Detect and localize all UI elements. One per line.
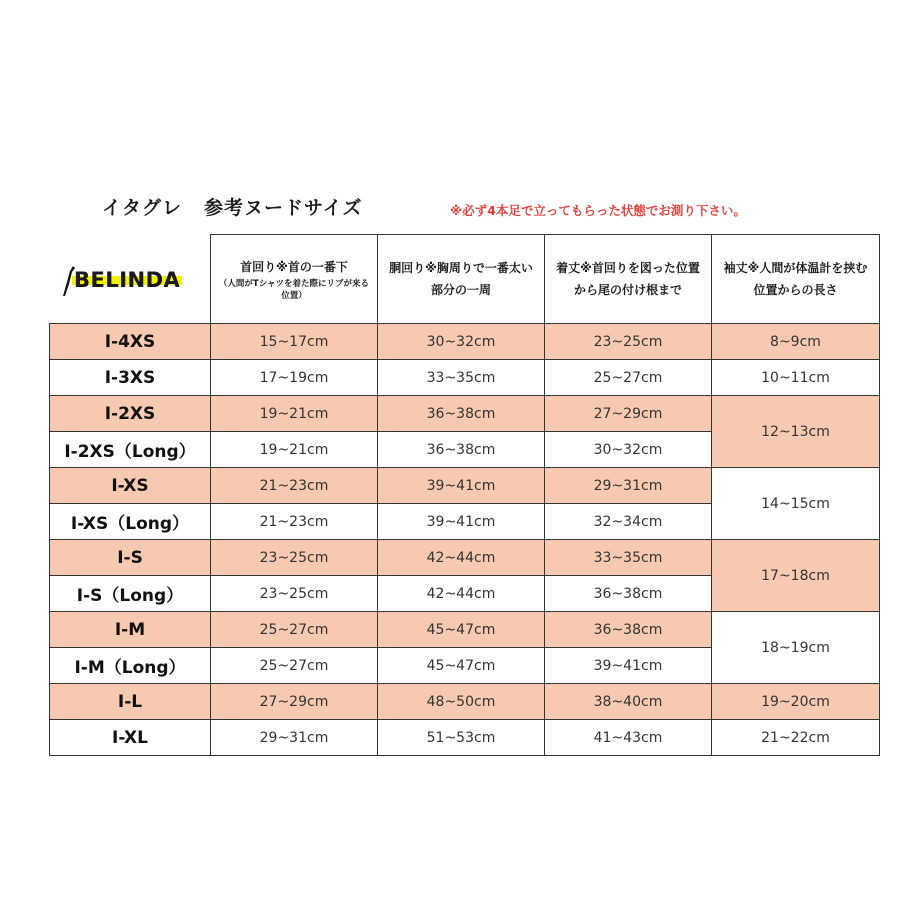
size-cell: I-3XS [50,360,211,396]
size-cell: I-4XS [50,324,211,360]
sleeve-cell: 10~11cm [712,360,880,396]
size-cell: I-XS [50,468,211,504]
chest-cell: 48~50cm [378,684,545,720]
neck-cell: 29~31cm [211,720,378,756]
neck-cell: 21~23cm [211,504,378,540]
length-cell: 33~35cm [545,540,712,576]
sleeve-cell: 12~13cm [712,396,880,468]
chest-cell: 39~41cm [378,504,545,540]
length-cell: 39~41cm [545,648,712,684]
size-table [49,234,880,756]
sleeve-cell: 19~20cm [712,684,880,720]
size-cell: I-M（Long） [50,648,211,684]
length-cell: 38~40cm [545,684,712,720]
length-cell: 25~27cm [545,360,712,396]
neck-cell: 21~23cm [211,468,378,504]
length-cell: 30~32cm [545,432,712,468]
chest-cell: 36~38cm [378,432,545,468]
length-cell: 32~34cm [545,504,712,540]
col-title: 胴回り※胸周りで一番太い部分の一周 [389,261,533,297]
col-title: 着丈※首回りを図った位置から尾の付け根まで [556,261,700,297]
size-cell: I-XS（Long） [50,504,211,540]
table-row [50,396,880,432]
table-row [50,360,880,396]
size-cell: I-S [50,540,211,576]
col-header-length [545,235,712,324]
chest-cell: 39~41cm [378,468,545,504]
sleeve-cell: 21~22cm [712,720,880,756]
col-header-chest [378,235,545,324]
measurement-notice: ※必ず4本足で立ってもらった状態でお測り下さい。 [450,203,746,218]
chest-cell: 51~53cm [378,720,545,756]
page-title [102,193,363,220]
length-cell: 29~31cm [545,468,712,504]
size-cell: I-XL [50,720,211,756]
brand-name: BELINDA [74,268,181,292]
col-title: 袖丈※人間が体温計を挟む位置からの長さ [723,261,868,297]
length-cell: 36~38cm [545,612,712,648]
length-cell: 41~43cm [545,720,712,756]
sleeve-cell: 18~19cm [712,612,880,684]
chest-cell: 45~47cm [378,612,545,648]
col-header-sleeve [712,235,880,324]
length-cell: 36~38cm [545,576,712,612]
sleeve-cell: 17~18cm [712,540,880,612]
neck-cell: 19~21cm [211,432,378,468]
chest-cell: 33~35cm [378,360,545,396]
size-cell: I-L [50,684,211,720]
neck-cell: 25~27cm [211,648,378,684]
neck-cell: 23~25cm [211,576,378,612]
length-cell: 27~29cm [545,396,712,432]
neck-cell: 17~19cm [211,360,378,396]
size-cell: I-S（Long） [50,576,211,612]
neck-cell: 23~25cm [211,540,378,576]
chest-cell: 36~38cm [378,396,545,432]
sleeve-cell: 14~15cm [712,468,880,540]
table-row [50,540,880,576]
chest-cell: 42~44cm [378,540,545,576]
sleeve-cell: 8~9cm [712,324,880,360]
neck-cell: 19~21cm [211,396,378,432]
size-cell: I-2XS [50,396,211,432]
title-breed: イタグレ [102,197,183,219]
size-cell: I-M [50,612,211,648]
neck-cell: 25~27cm [211,612,378,648]
col-header-neck [211,235,378,324]
chest-cell: 30~32cm [378,324,545,360]
table-row [50,468,880,504]
table-row [50,684,880,720]
col-title: 首回り※首の一番下 [240,260,348,274]
table-row [50,720,880,756]
table-row [50,612,880,648]
neck-cell: 15~17cm [211,324,378,360]
col-subtitle: （人間がTシャツを着た際にリブが来る位置） [218,279,370,301]
length-cell: 23~25cm [545,324,712,360]
brand-logo [56,264,208,300]
chest-cell: 42~44cm [378,576,545,612]
table-row [50,324,880,360]
neck-cell: 27~29cm [211,684,378,720]
title-sizes: 参考ヌードサイズ [204,197,363,219]
size-cell: I-2XS（Long） [50,432,211,468]
chest-cell: 45~47cm [378,648,545,684]
